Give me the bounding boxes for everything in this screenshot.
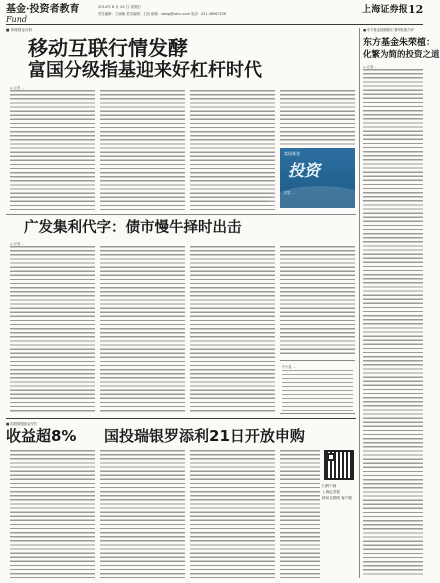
text-lines bbox=[10, 246, 95, 414]
text-lines bbox=[100, 90, 185, 210]
text-lines bbox=[10, 90, 95, 210]
newspaper-logo: 上海证券报 bbox=[362, 5, 409, 15]
second-body-col-4 bbox=[280, 246, 355, 356]
text-lines bbox=[280, 90, 355, 145]
sidebar-body bbox=[363, 69, 423, 577]
lead-body-col-3 bbox=[190, 90, 275, 210]
editor-line: 责任编辑：王晓敏 美术编辑：王凯 邮箱：sbwg@sohu.com 电话：021-38967538 bbox=[98, 12, 227, 16]
lead-kicker: ■ 首席基金分析 bbox=[6, 28, 33, 32]
second-callout bbox=[280, 360, 355, 414]
lead-byline: ◎ 记者 … bbox=[10, 86, 25, 90]
text-lines bbox=[282, 370, 353, 412]
bottom-section-rule bbox=[6, 418, 356, 419]
lead-body-col-4 bbox=[280, 90, 355, 145]
bottom-body-col-1 bbox=[10, 450, 95, 578]
sidebar-byline: ◎ 记者 … bbox=[363, 65, 378, 69]
text-lines bbox=[280, 450, 320, 578]
qr-code[interactable] bbox=[324, 450, 354, 480]
ad-small-text: 国富 … bbox=[284, 191, 296, 195]
sidebar-divider bbox=[359, 28, 360, 578]
text-lines bbox=[100, 450, 185, 578]
bottom-headline-left: 收益超8% bbox=[6, 427, 77, 445]
qr-caption-2: 上海证券报 bbox=[322, 490, 340, 494]
second-body-col-1 bbox=[10, 246, 95, 414]
page-number: 12 bbox=[408, 3, 424, 16]
lead-subheadline: 富国分级指基迎来好杠杆时代 bbox=[28, 60, 262, 81]
masthead-rule bbox=[6, 24, 423, 25]
bottom-kicker: ■ 国投瑞银基金专栏 bbox=[6, 422, 38, 426]
ad-fund-name: 富国基金 bbox=[284, 151, 300, 156]
text-lines bbox=[10, 450, 95, 578]
sidebar-subheadline: 化繁为简的投资之道 bbox=[363, 50, 440, 60]
text-lines bbox=[100, 246, 185, 414]
text-lines bbox=[190, 90, 275, 210]
sidebar-kicker: ■ 东方基金投研团队“看明发展方向” bbox=[363, 28, 415, 32]
lead-body-col-1 bbox=[10, 90, 95, 210]
lead-headline: 移动互联行情发酵 bbox=[28, 36, 188, 60]
sidebar-headline: 东方基金朱荣植： bbox=[363, 38, 436, 48]
bottom-body-col-2 bbox=[100, 450, 185, 578]
qr-caption-3: 移动互联网 客户端 bbox=[322, 496, 352, 500]
callout-text: 中小盘 … bbox=[282, 365, 296, 369]
fund-ad-banner bbox=[280, 148, 355, 208]
text-lines bbox=[190, 246, 275, 414]
second-body-col-2 bbox=[100, 246, 185, 414]
fund-label: Fund bbox=[6, 15, 27, 24]
bottom-body-col-4 bbox=[280, 450, 320, 578]
ad-large-text: 投资 bbox=[288, 161, 321, 180]
edition-line: 2014年 8 月 24 日 星期日 bbox=[98, 5, 142, 9]
bottom-body-col-3 bbox=[190, 450, 275, 578]
second-byline: ◎ 记者 … bbox=[10, 242, 25, 246]
qr-finder bbox=[327, 453, 335, 461]
section-divider bbox=[6, 214, 356, 215]
second-body-col-3 bbox=[190, 246, 275, 414]
ad-wave-shape bbox=[270, 186, 370, 216]
text-lines bbox=[190, 450, 275, 578]
qr-caption-1: 扫码下载 bbox=[322, 484, 337, 488]
bottom-headline-right: 国投瑞银罗添利21日开放申购 bbox=[104, 427, 305, 445]
second-headline: 广发集利代字：债市慢牛择时出击 bbox=[24, 220, 242, 236]
section-name: 基金·投资者教育 bbox=[6, 4, 80, 15]
text-lines bbox=[363, 69, 423, 577]
lead-body-col-2 bbox=[100, 90, 185, 210]
text-lines bbox=[280, 246, 355, 356]
masthead bbox=[6, 4, 423, 22]
